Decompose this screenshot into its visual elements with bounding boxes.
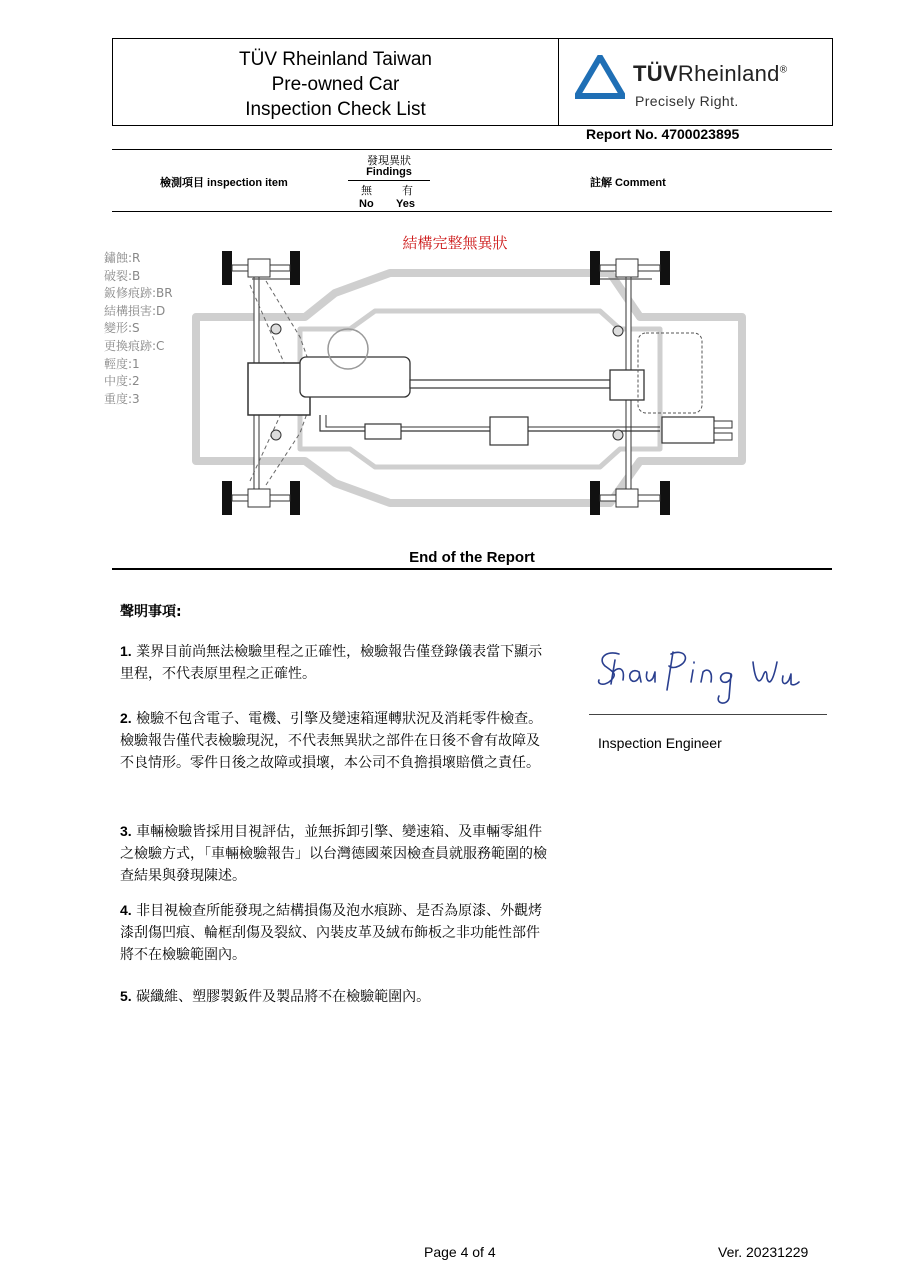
end-rule bbox=[112, 568, 832, 570]
drive-shaft bbox=[410, 380, 610, 388]
report-number: Report No. 4700023895 bbox=[586, 126, 740, 142]
header-box bbox=[112, 38, 833, 126]
legend-item: 變形:S bbox=[104, 321, 140, 336]
col-findings-zh: 發現異狀 bbox=[367, 155, 411, 167]
declaration-item bbox=[120, 640, 550, 685]
logo-registered-mark: ® bbox=[779, 64, 788, 76]
mount-point bbox=[271, 324, 281, 334]
table-bottom-rule bbox=[112, 211, 832, 212]
item-number: 3. bbox=[120, 823, 132, 839]
col-findings-en: Findings bbox=[366, 166, 412, 178]
front-brace-upper bbox=[266, 281, 310, 365]
catalytic-converter bbox=[365, 424, 401, 439]
item-text: 碳纖維、塑膠製鈑件及製品將不在檢驗範圍內。 bbox=[136, 989, 431, 1005]
tailpipe bbox=[714, 421, 732, 428]
mount-point bbox=[613, 326, 623, 336]
transmission bbox=[300, 357, 410, 397]
legend-item: 重度:3 bbox=[104, 391, 140, 406]
header-divider bbox=[558, 39, 559, 125]
legend-item: 破裂:B bbox=[104, 268, 141, 283]
item-number: 1. bbox=[120, 643, 132, 659]
declaration-item bbox=[120, 707, 550, 774]
legend-item: 鏽蝕:R bbox=[104, 251, 141, 265]
declaration-item bbox=[120, 820, 550, 887]
table-top-rule bbox=[112, 149, 832, 150]
item-number: 2. bbox=[120, 710, 132, 726]
legend-item: 中度:2 bbox=[104, 374, 140, 389]
declaration-item bbox=[120, 899, 550, 966]
logo-tagline: Precisely Right. bbox=[635, 93, 739, 109]
handwritten-signature bbox=[595, 640, 815, 710]
item-number: 5. bbox=[120, 988, 132, 1004]
structure-ok-note: 結構完整無異狀 bbox=[402, 234, 508, 252]
report-title bbox=[113, 47, 558, 122]
logo-brand-bold: TÜV bbox=[633, 61, 678, 86]
item-text: 車輛檢驗皆採用目視評估，並無拆卸引擎、變速箱、及車輛零組件之檢驗方式，「車輛檢驗報告」以台灣德國萊因檢查員就服務範圍的檢查結果與發現陳述。 bbox=[120, 824, 547, 884]
item-text: 業界目前尚無法檢驗里程之正確性，檢驗報告僅登錄儀表當下顯示里程，不代表原里程之正確性。 bbox=[120, 644, 543, 682]
legend-item: 更換痕跡:C bbox=[104, 338, 165, 353]
col-yes-zh: 有 bbox=[402, 185, 413, 197]
logo-brand-rest: Rheinland bbox=[677, 61, 780, 86]
page-number: Page 4 of 4 bbox=[424, 1244, 496, 1260]
title-line-2: Pre-owned Car bbox=[271, 74, 400, 95]
damage-legend bbox=[104, 250, 173, 408]
tuv-triangle-icon bbox=[575, 55, 625, 99]
rear-differential bbox=[610, 370, 644, 400]
col-inspection-item: 檢測項目 inspection item bbox=[160, 177, 288, 189]
item-number: 4. bbox=[120, 902, 132, 918]
legend-item: 鈑修痕跡:BR bbox=[104, 286, 173, 301]
version: Ver. 20231229 bbox=[718, 1244, 809, 1260]
item-text: 檢驗不包含電子、電機、引擎及變速箱運轉狀況及消耗零件檢查。檢驗報告僅代表檢驗現況，不代表無異狀之部件在日後不會有故障及不良情形。零件日後之故障或損壞，本公司不負擔損壞賠償之責任。 bbox=[120, 711, 543, 771]
end-of-report: End of the Report bbox=[409, 549, 535, 566]
tuv-logo bbox=[573, 51, 828, 115]
col-comment: 註解 Comment bbox=[590, 177, 666, 189]
muffler-rear bbox=[662, 417, 714, 443]
wheel-front-left bbox=[222, 251, 300, 285]
title-line-3: Inspection Check List bbox=[245, 99, 426, 120]
front-brace-lower bbox=[266, 405, 310, 485]
chassis-diagram bbox=[190, 245, 750, 520]
findings-underline bbox=[348, 180, 430, 181]
legend-item: 結構損害:D bbox=[104, 303, 166, 318]
tailpipe-2 bbox=[714, 433, 732, 440]
col-no-zh: 無 bbox=[361, 185, 372, 197]
logo-brand bbox=[633, 61, 787, 87]
col-no-en: No bbox=[359, 198, 374, 210]
signature-line bbox=[589, 714, 827, 715]
legend-item: 輕度:1 bbox=[104, 356, 140, 371]
muffler-center bbox=[490, 417, 528, 445]
signature-role: Inspection Engineer bbox=[598, 735, 722, 751]
item-text: 非目視檢查所能發現之結構損傷及泡水痕跡、是否為原漆、外觀烤漆刮傷凹痕、輪框刮傷及裂紋、內裝皮革及絨布飾板之非功能性部件將不在檢驗範圍內。 bbox=[120, 903, 543, 963]
mount-point bbox=[271, 430, 281, 440]
declaration-title: 聲明事項: bbox=[120, 604, 182, 620]
mount-point bbox=[613, 430, 623, 440]
col-yes-en: Yes bbox=[396, 198, 415, 210]
wheel-rear-left bbox=[222, 481, 300, 515]
fuel-tank bbox=[638, 333, 702, 413]
declaration-item bbox=[120, 985, 550, 1008]
title-line-1: TÜV Rheinland Taiwan bbox=[239, 49, 432, 70]
